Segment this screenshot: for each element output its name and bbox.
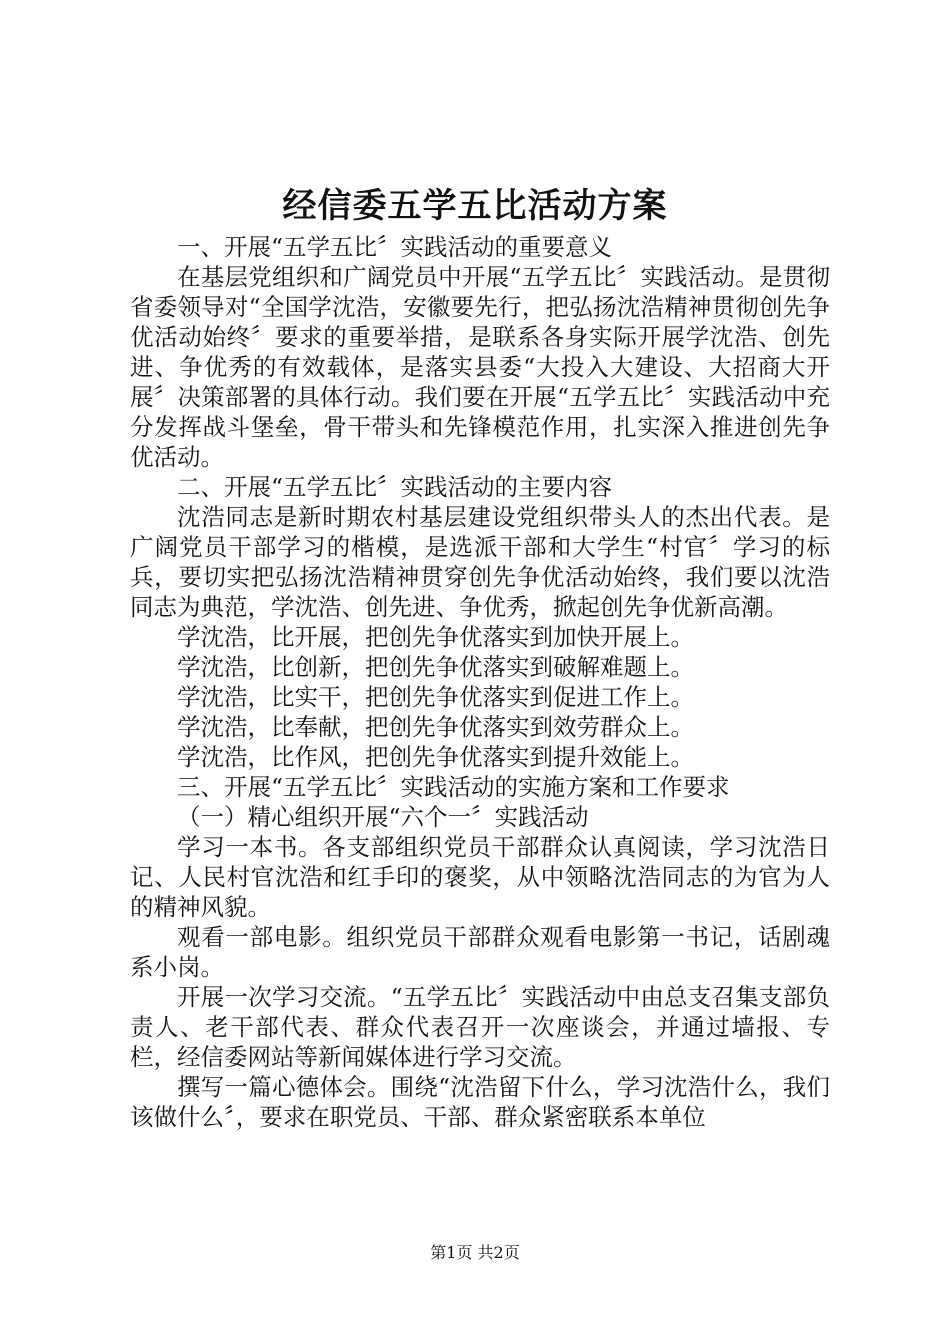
list-item: 学沈浩，比作风，把创先争优落实到提升效能上。 (177, 743, 694, 771)
list-item: 学沈浩，比创新，把创先争优落实到破解难题上。 (177, 653, 694, 681)
body-paragraph: 观看一部电影。组织党员干部群众观看电影第一书记，话剧魂系小岗。 (130, 923, 830, 981)
list-item: 学沈浩，比开展，把创先争优落实到加快开展上。 (177, 623, 694, 651)
section-heading-2: 二、开展“五学五比〞实践活动的主要内容 (177, 473, 613, 501)
body-paragraph: 撰写一篇心德体会。围绕“沈浩留下什么，学习沈浩什么，我们该做什么〞，要求在职党员、干部、群众紧密联系本单位 (130, 1073, 830, 1131)
section-heading-1: 一、开展“五学五比〞实践活动的重要意义 (177, 233, 613, 261)
body-paragraph: 沈浩同志是新时期农村基层建设党组织带头人的杰出代表。是广阔党员干部学习的楷模，是选派干部和大学生“村官〞学习的标兵，要切实把弘扬沈浩精神贯穿创先争优活动始终，我们要以沈浩同志为典范，学沈浩、创先进、争优秀，掀起创先争优新高潮。 (130, 503, 830, 621)
body-paragraph: 在基层党组织和广阔党员中开展“五学五比〞实践活动。是贯彻省委领导对“全国学沈浩，安徽要先行，把弘扬沈浩精神贯彻创先争优活动始终〞要求的重要举措，是联系各身实际开展学沈浩、创先进、争优秀的有效载体，是落实县委“大投入大建设、大招商大开展〞决策部署的具体行动。我们要在开展“五学五比〞实践活动中充分发挥战斗堡垒，骨干带头和先锋模范作用，扎实深入推进创先争优活动。 (130, 263, 830, 471)
body-paragraph: 学习一本书。各支部组织党员干部群众认真阅读，学习沈浩日记、人民村官沈浩和红手印的褒奖，从中领略沈浩同志的为官为人的精神风貌。 (130, 833, 830, 921)
section-heading-3: 三、开展“五学五比〞实践活动的实施方案和工作要求 (177, 773, 730, 801)
page-footer: 第1页 共2页 (430, 1243, 520, 1262)
subsection-heading: （一）精心组织开展“六个一〞实践活动 (177, 803, 589, 831)
body-paragraph: 开展一次学习交流。“五学五比〞实践活动中由总支召集支部负责人、老干部代表、群众代表召开一次座谈会，并通过墙报、专栏，经信委网站等新闻媒体进行学习交流。 (130, 983, 830, 1071)
list-item: 学沈浩，比奉献，把创先争优落实到效劳群众上。 (177, 713, 694, 741)
document-body (130, 232, 830, 1132)
list-item: 学沈浩，比实干，把创先争优落实到促进工作上。 (177, 683, 694, 711)
document-title: 经信委五学五比活动方案 (282, 186, 668, 226)
